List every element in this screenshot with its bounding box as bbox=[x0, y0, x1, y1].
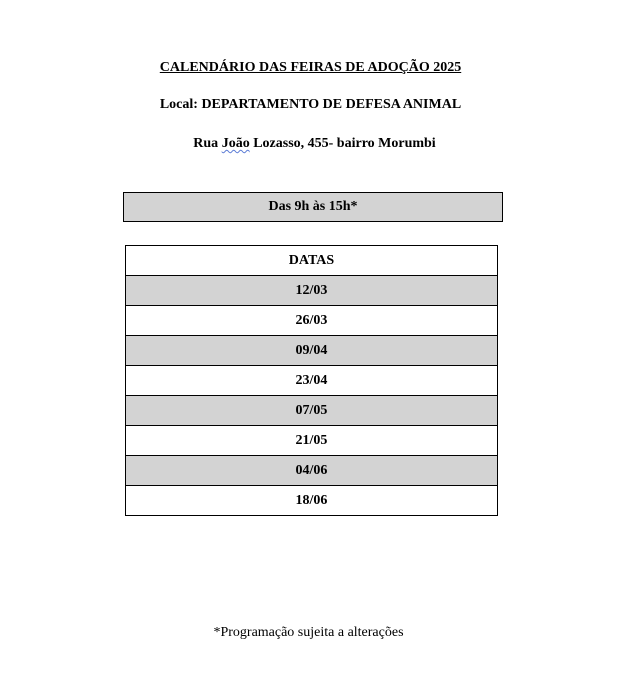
table-row bbox=[126, 456, 498, 486]
table-header-row bbox=[126, 246, 498, 276]
date-cell: 07/05 bbox=[126, 396, 498, 426]
table-row bbox=[126, 426, 498, 456]
address-prefix: Rua bbox=[193, 136, 222, 151]
document-title: CALENDÁRIO DAS FEIRAS DE ADOÇÃO 2025 bbox=[159, 60, 462, 75]
date-cell: 09/04 bbox=[126, 336, 498, 366]
date-cell: 21/05 bbox=[126, 426, 498, 456]
date-cell: 26/03 bbox=[126, 306, 498, 336]
table-row bbox=[126, 336, 498, 366]
location-line: Local: DEPARTAMENTO DE DEFESA ANIMAL bbox=[159, 97, 462, 112]
table-row bbox=[126, 486, 498, 516]
table-row bbox=[126, 396, 498, 426]
table-header-cell: DATAS bbox=[126, 246, 498, 276]
date-cell: 12/03 bbox=[126, 276, 498, 306]
dates-table bbox=[125, 245, 498, 516]
date-cell: 18/06 bbox=[126, 486, 498, 516]
address-line bbox=[4, 136, 621, 152]
date-cell: 23/04 bbox=[126, 366, 498, 396]
table-row bbox=[126, 366, 498, 396]
table-row bbox=[126, 276, 498, 306]
address-suffix: Lozasso, 455- bairro Morumbi bbox=[249, 136, 436, 151]
table-row bbox=[126, 306, 498, 336]
footnote: *Programação sujeita a alterações bbox=[213, 625, 404, 640]
hours-box: Das 9h às 15h* bbox=[123, 192, 503, 222]
spellcheck-flagged-word: João bbox=[221, 136, 250, 151]
date-cell: 04/06 bbox=[126, 456, 498, 486]
